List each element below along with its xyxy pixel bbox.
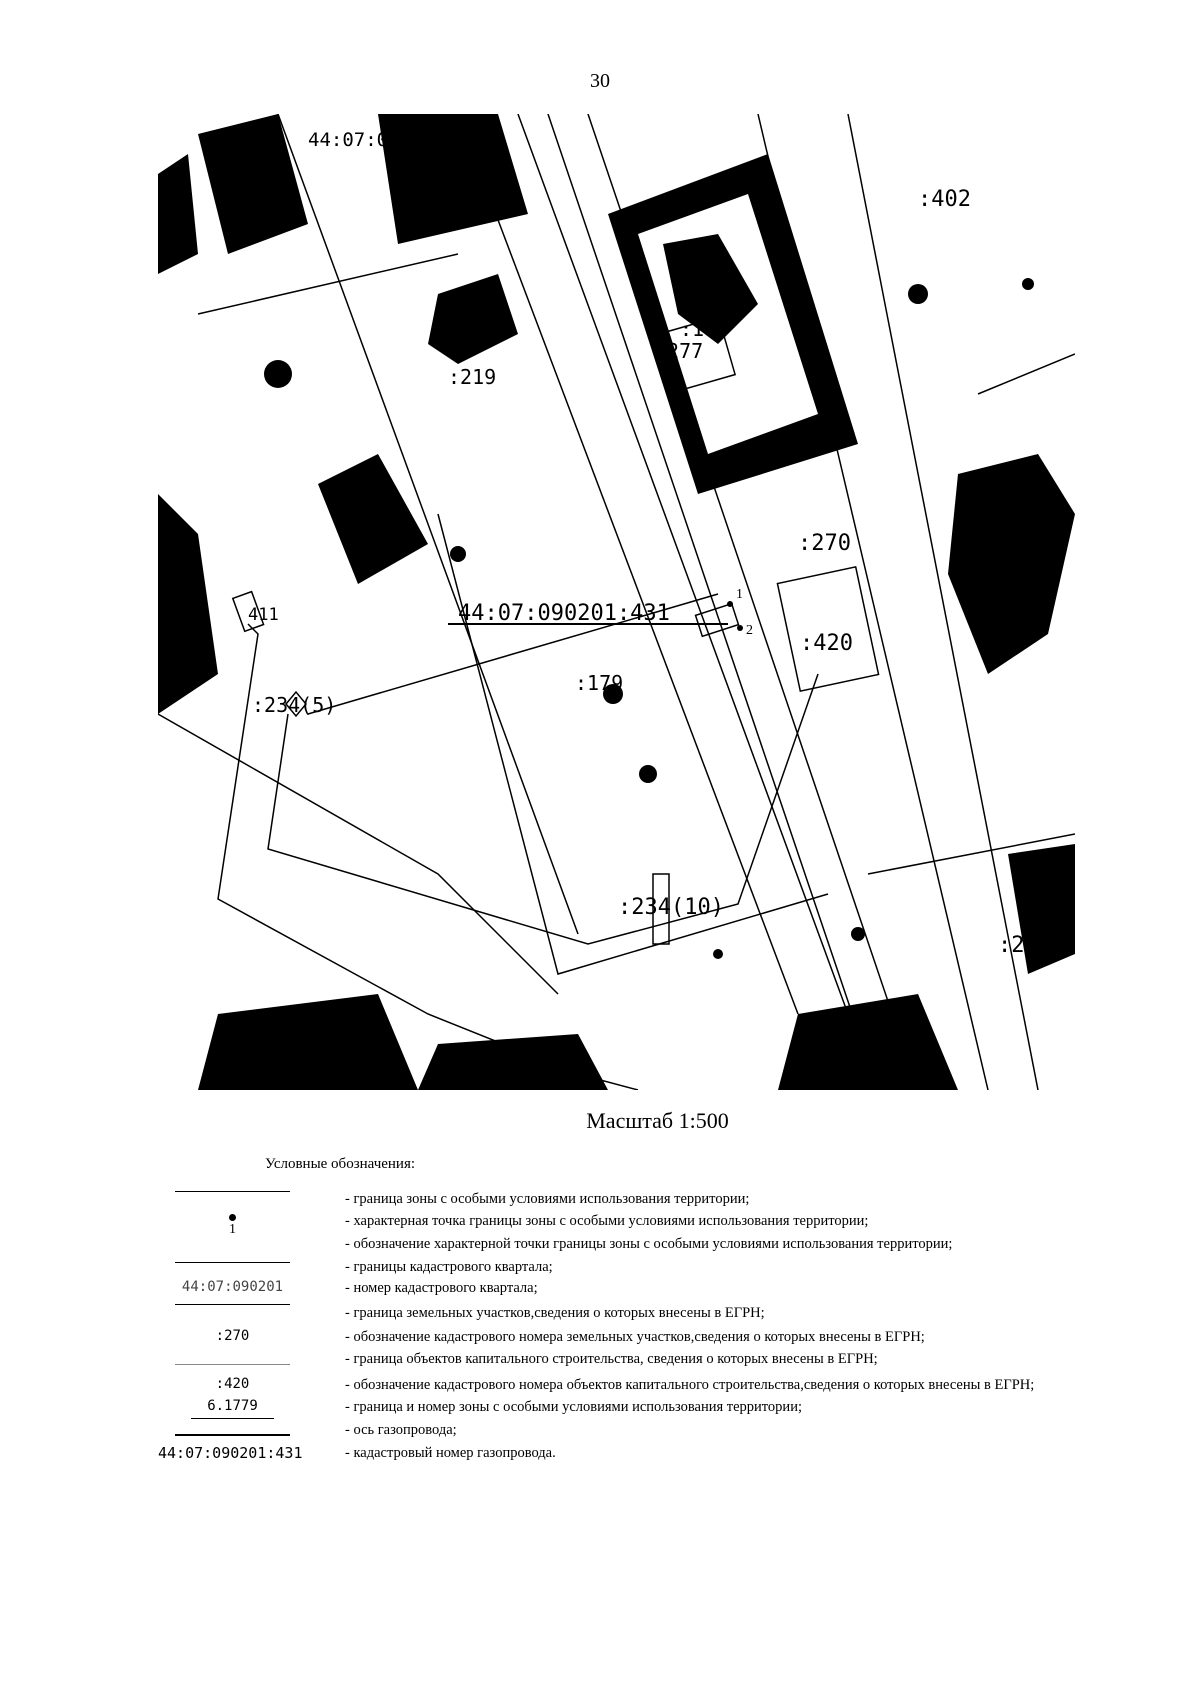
legend-text: - граница зоны с особыми условиями использования территории; xyxy=(345,1191,750,1207)
legend-symbol-building-number: :420 xyxy=(215,1376,250,1392)
cadastral-map xyxy=(158,114,1075,1090)
legend-text: - номер кадастрового квартала; xyxy=(345,1280,538,1296)
legend-symbol-parcel-boundary xyxy=(175,1304,290,1330)
legend-text: - граница и номер зоны с особыми условиями использования территории; xyxy=(345,1399,802,1415)
label-point-2: 2 xyxy=(746,623,753,638)
label-parcel-179: :179 xyxy=(575,671,624,695)
label-zone-10: :234(10) xyxy=(618,895,724,920)
label-point-1: 1 xyxy=(736,587,743,602)
legend-row xyxy=(0,1350,1200,1376)
legend-symbol-gas-pipeline-number: 44:07:090201:431 xyxy=(158,1444,303,1462)
legend-text: - ось газопровода; xyxy=(345,1422,457,1438)
legend-text: - обозначение кадастрового номера объектов капитального строительства,сведения о которых внесены в ЕГРН; xyxy=(345,1377,1035,1393)
legend-text: - граница земельных участков,сведения о которых внесены в ЕГРН; xyxy=(345,1305,765,1321)
boundary-point-1 xyxy=(727,601,733,607)
legend-text: - обозначение характерной точки границы зоны с особыми условиями использования территории; xyxy=(345,1236,953,1252)
label-parcel-420: :420 xyxy=(800,631,853,656)
legend-row xyxy=(0,1258,1200,1284)
legend-row xyxy=(0,1421,1200,1447)
legend-symbol-parcel-number: :270 xyxy=(215,1328,250,1344)
legend-text: - границы кадастрового квартала; xyxy=(345,1259,553,1275)
legend-row xyxy=(0,1190,1200,1216)
legend-text: - граница объектов капитального строительства, сведения о которых внесены в ЕГРН; xyxy=(345,1351,878,1367)
label-zone-5: :234(5) xyxy=(252,693,337,717)
legend-row xyxy=(0,1212,1200,1238)
legend-text: - кадастровый номер газопровода. xyxy=(345,1445,556,1461)
legend-row xyxy=(0,1279,1200,1305)
legend-row xyxy=(0,1444,1200,1470)
legend-symbol-quarter-number: 44:07:090201 xyxy=(181,1279,284,1295)
boundary-point-2 xyxy=(737,625,743,631)
legend-row xyxy=(0,1328,1200,1354)
legend-symbol-point: 1 xyxy=(175,1212,290,1238)
label-parcel-270: :270 xyxy=(798,531,851,556)
legend-row xyxy=(0,1304,1200,1330)
legend-symbol-zone-number: 6.1779 xyxy=(207,1398,258,1414)
label-gas-pipeline: 44:07:090201:431 xyxy=(458,601,670,626)
label-parcel-219: :219 xyxy=(448,365,497,389)
label-parcel-277: :277 xyxy=(655,339,704,363)
legend-row xyxy=(0,1376,1200,1402)
legend-row xyxy=(0,1235,1200,1261)
legend-symbol-zone-boundary xyxy=(175,1190,290,1216)
map-scale: Масштаб 1:500 xyxy=(586,1108,729,1133)
label-parcel-411: 411 xyxy=(248,605,279,625)
legend-symbol-building-boundary xyxy=(175,1350,290,1376)
legend-symbol-gas-pipeline-axis xyxy=(175,1421,290,1447)
page-number: 30 xyxy=(590,70,610,92)
legend-title: Условные обозначения: xyxy=(265,1156,416,1172)
legend-symbol-quarter-boundary xyxy=(175,1258,290,1284)
label-parcel-183: :183 xyxy=(680,317,729,341)
label-parcel-402: :402 xyxy=(918,187,971,212)
label-parcel-228: :228 xyxy=(998,933,1051,958)
label-quarter-number: 44:07:090201 xyxy=(308,129,446,151)
legend-text: - обозначение кадастрового номера земельных участков,сведения о которых внесены в ЕГРН; xyxy=(345,1329,925,1345)
legend-text: - характерная точка границы зоны с особыми условиями использования территории; xyxy=(345,1213,869,1229)
legend-row xyxy=(0,1398,1200,1424)
